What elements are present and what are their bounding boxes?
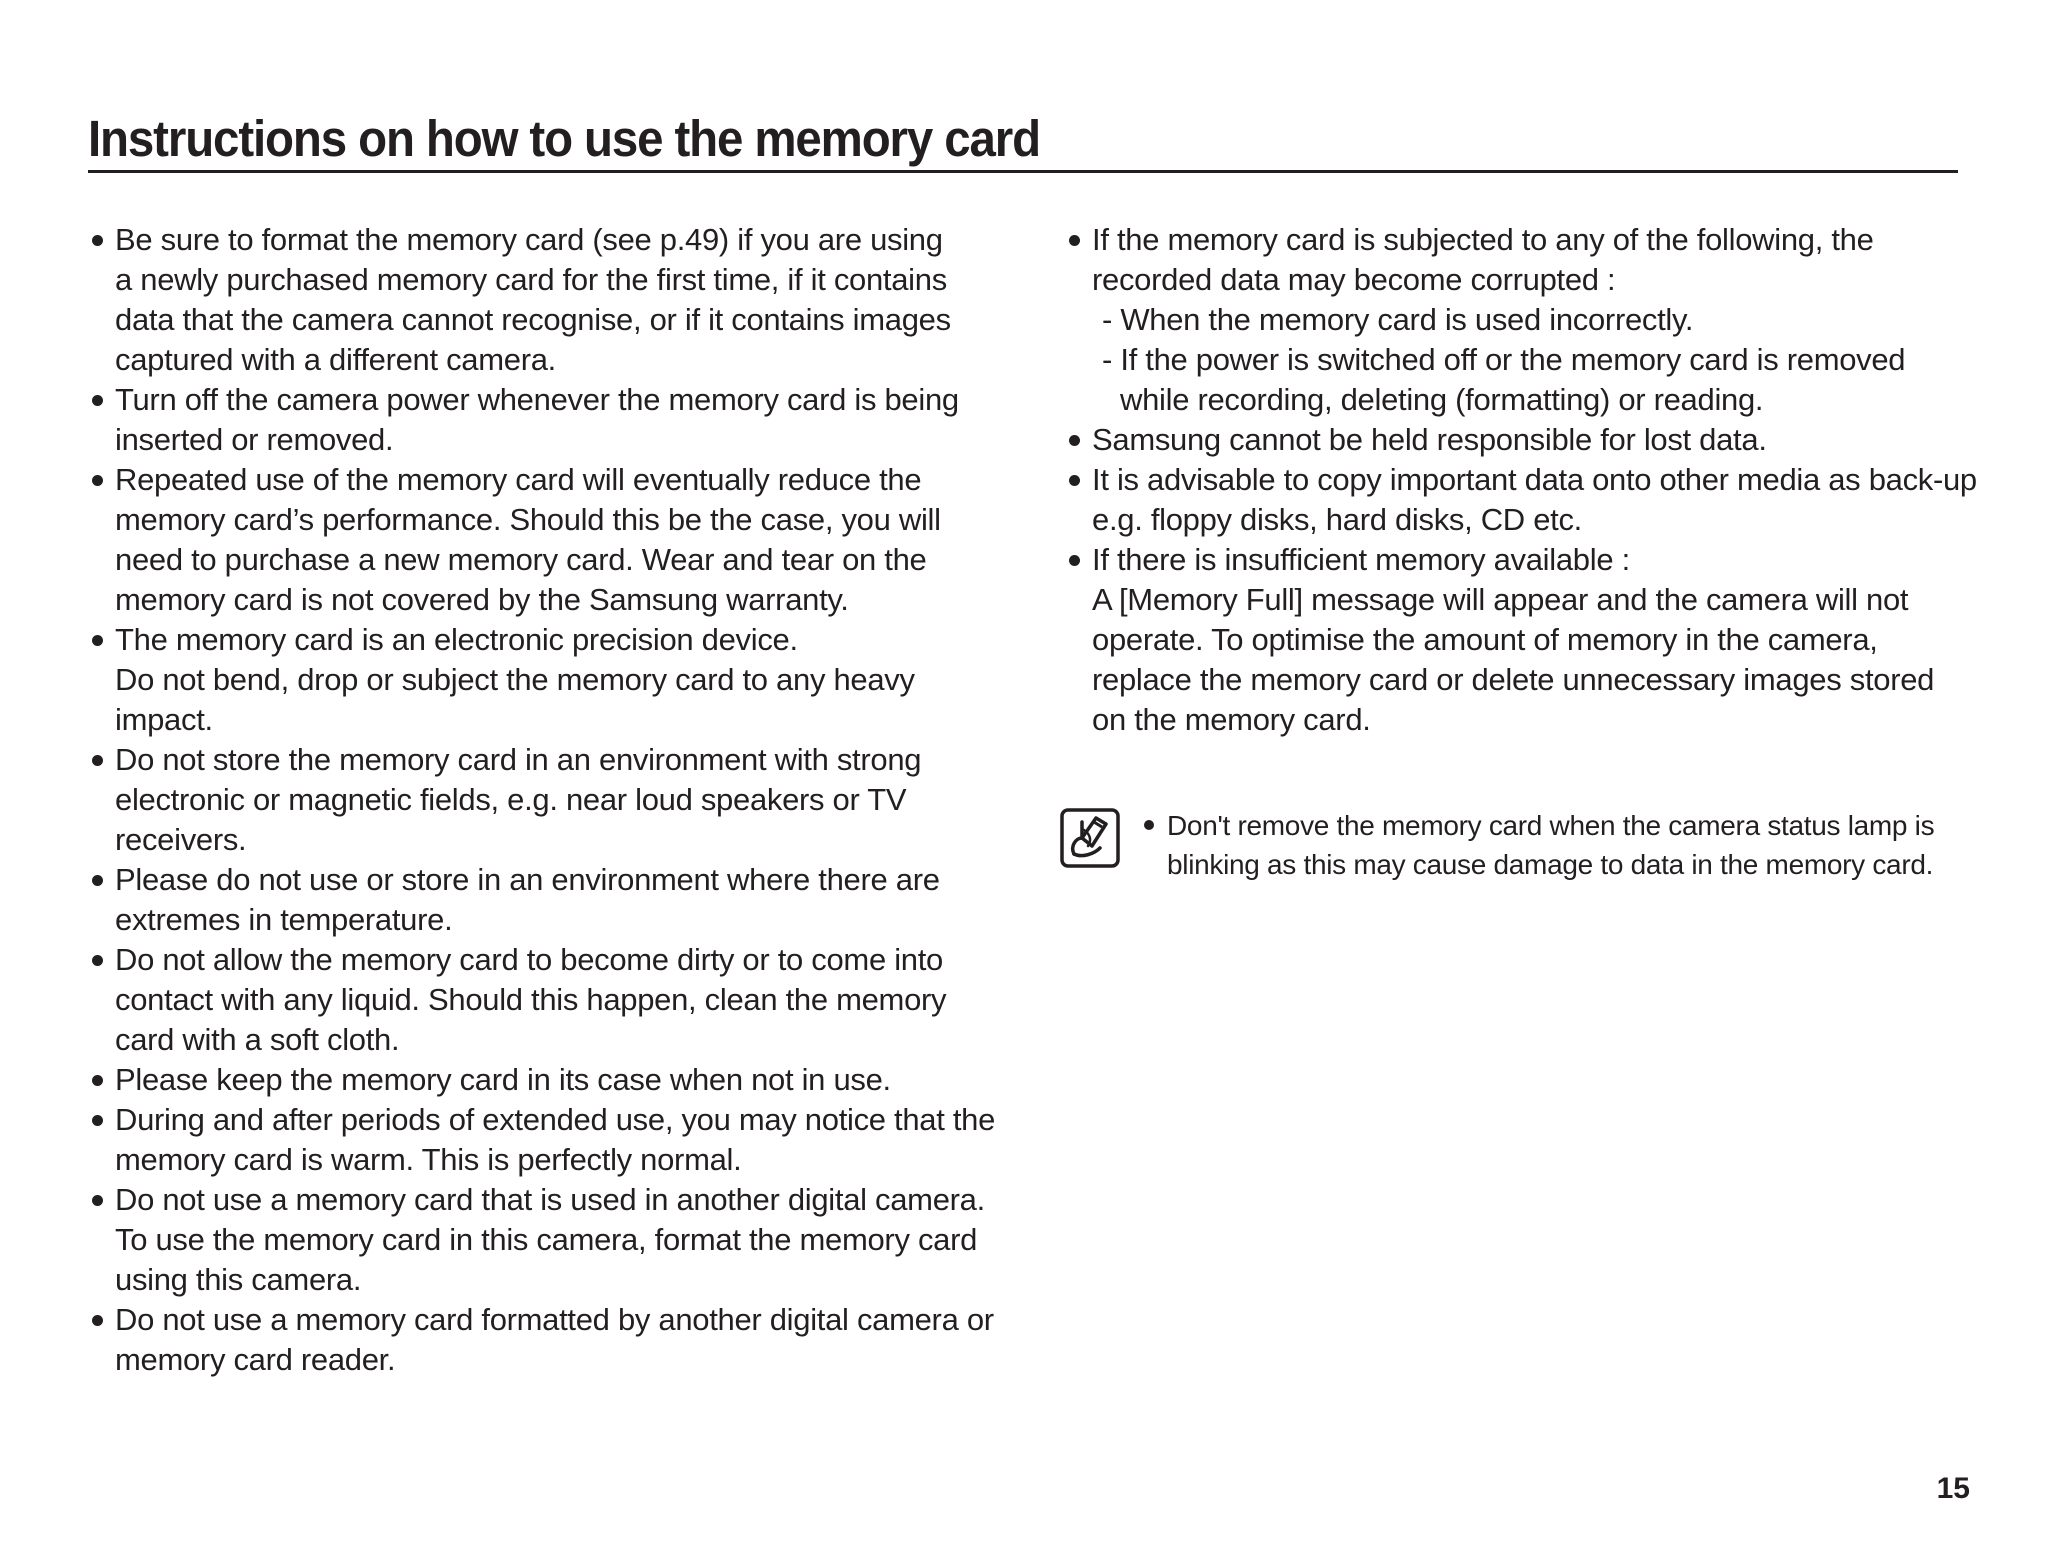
- item-text-line: memory card is not covered by the Samsung warranty.: [115, 582, 849, 617]
- item-text-line: need to purchase a new memory card. Wear and tear on the: [115, 542, 927, 577]
- note-item: [1140, 806, 1934, 884]
- item-text-line: To use the memory card in this camera, format the memory card: [115, 1222, 978, 1257]
- page-title: Instructions on how to use the memory card: [88, 110, 1040, 167]
- list-item: [1065, 220, 1965, 420]
- list-item: [88, 860, 1008, 940]
- item-text-line: extremes in temperature.: [115, 902, 453, 937]
- item-text-line: During and after periods of extended use, you may notice that the: [115, 1102, 996, 1137]
- item-text-line: impact.: [115, 702, 213, 737]
- item-text-line: using this camera.: [115, 1262, 362, 1297]
- note-text-line: Don't remove the memory card when the camera status lamp is: [1167, 810, 1935, 841]
- list-item: [88, 940, 1008, 1060]
- item-text-line: operate. To optimise the amount of memory in the camera,: [1092, 622, 1878, 657]
- right-instruction-list: [1065, 220, 1977, 740]
- list-item: [88, 1060, 1008, 1100]
- item-text-line: memory card is warm. This is perfectly normal.: [115, 1142, 742, 1177]
- title-underline: [88, 170, 1958, 173]
- item-text-line: Do not use a memory card formatted by another digital camera or: [115, 1302, 994, 1337]
- item-text-line: The memory card is an electronic precision device.: [115, 622, 798, 657]
- list-item: [88, 1100, 1008, 1180]
- item-text-line: replace the memory card or delete unnecessary images stored: [1092, 662, 1935, 697]
- list-item: [88, 1180, 1008, 1300]
- list-item: [88, 620, 1008, 740]
- sub-item-line: - When the memory card is used incorrectly.: [1102, 302, 1694, 337]
- item-text-line: card with a soft cloth.: [115, 1022, 400, 1057]
- item-text-line: If the memory card is subjected to any of the following, the: [1092, 222, 1874, 257]
- item-text-line: Do not bend, drop or subject the memory card to any heavy: [115, 662, 915, 697]
- item-text-line: A [Memory Full] message will appear and the camera will not: [1092, 582, 1909, 617]
- item-text-line: contact with any liquid. Should this happen, clean the memory: [115, 982, 947, 1017]
- item-text-line: If there is insufficient memory available :: [1092, 542, 1630, 577]
- note-pencil-icon: [1060, 808, 1120, 868]
- list-item: [1065, 420, 1965, 460]
- item-text-line: receivers.: [115, 822, 247, 857]
- sub-item-line: while recording, deleting (formatting) or reading.: [1120, 382, 1764, 417]
- item-text-line: Be sure to format the memory card (see p.49) if you are using: [115, 222, 943, 257]
- item-text-line: recorded data may become corrupted :: [1092, 262, 1616, 297]
- list-item: [88, 220, 1008, 380]
- item-text-line: a newly purchased memory card for the first time, if it contains: [115, 262, 947, 297]
- item-text-line: e.g. floppy disks, hard disks, CD etc.: [1092, 502, 1582, 537]
- item-text-line: captured with a different camera.: [115, 342, 556, 377]
- item-text-line: data that the camera cannot recognise, or if it contains images: [115, 302, 951, 337]
- list-item: [88, 380, 1008, 460]
- item-text-line: Please keep the memory card in its case when not in use.: [115, 1062, 891, 1097]
- note-list: [1140, 806, 1934, 884]
- item-text-line: Please do not use or store in an environment where there are: [115, 862, 940, 897]
- item-text-line: memory card reader.: [115, 1342, 396, 1377]
- sub-item-line: - If the power is switched off or the memory card is removed: [1102, 342, 1906, 377]
- note-text-line: blinking as this may cause damage to data in the memory card.: [1167, 849, 1934, 880]
- item-text-line: Do not store the memory card in an environment with strong: [115, 742, 922, 777]
- item-text-line: It is advisable to copy important data onto other media as back-up: [1092, 462, 1977, 497]
- item-text-line: on the memory card.: [1092, 702, 1371, 737]
- left-instruction-list: [88, 220, 1008, 1380]
- page-number: 15: [1936, 1472, 1970, 1505]
- item-text-line: inserted or removed.: [115, 422, 394, 457]
- item-text-line: Do not use a memory card that is used in another digital camera.: [115, 1182, 985, 1217]
- item-text-line: Samsung cannot be held responsible for lost data.: [1092, 422, 1767, 457]
- item-text-line: Repeated use of the memory card will eventually reduce the: [115, 462, 922, 497]
- list-item: [88, 740, 1008, 860]
- item-text-line: memory card’s performance. Should this be the case, you will: [115, 502, 941, 537]
- item-text-line: electronic or magnetic fields, e.g. near loud speakers or TV: [115, 782, 907, 817]
- list-item: [88, 1300, 1008, 1380]
- list-item: [1065, 540, 1965, 740]
- item-text-line: Do not allow the memory card to become dirty or to come into: [115, 942, 943, 977]
- item-text-line: Turn off the camera power whenever the memory card is being: [115, 382, 959, 417]
- list-item: [88, 460, 1008, 620]
- list-item: [1065, 460, 1977, 540]
